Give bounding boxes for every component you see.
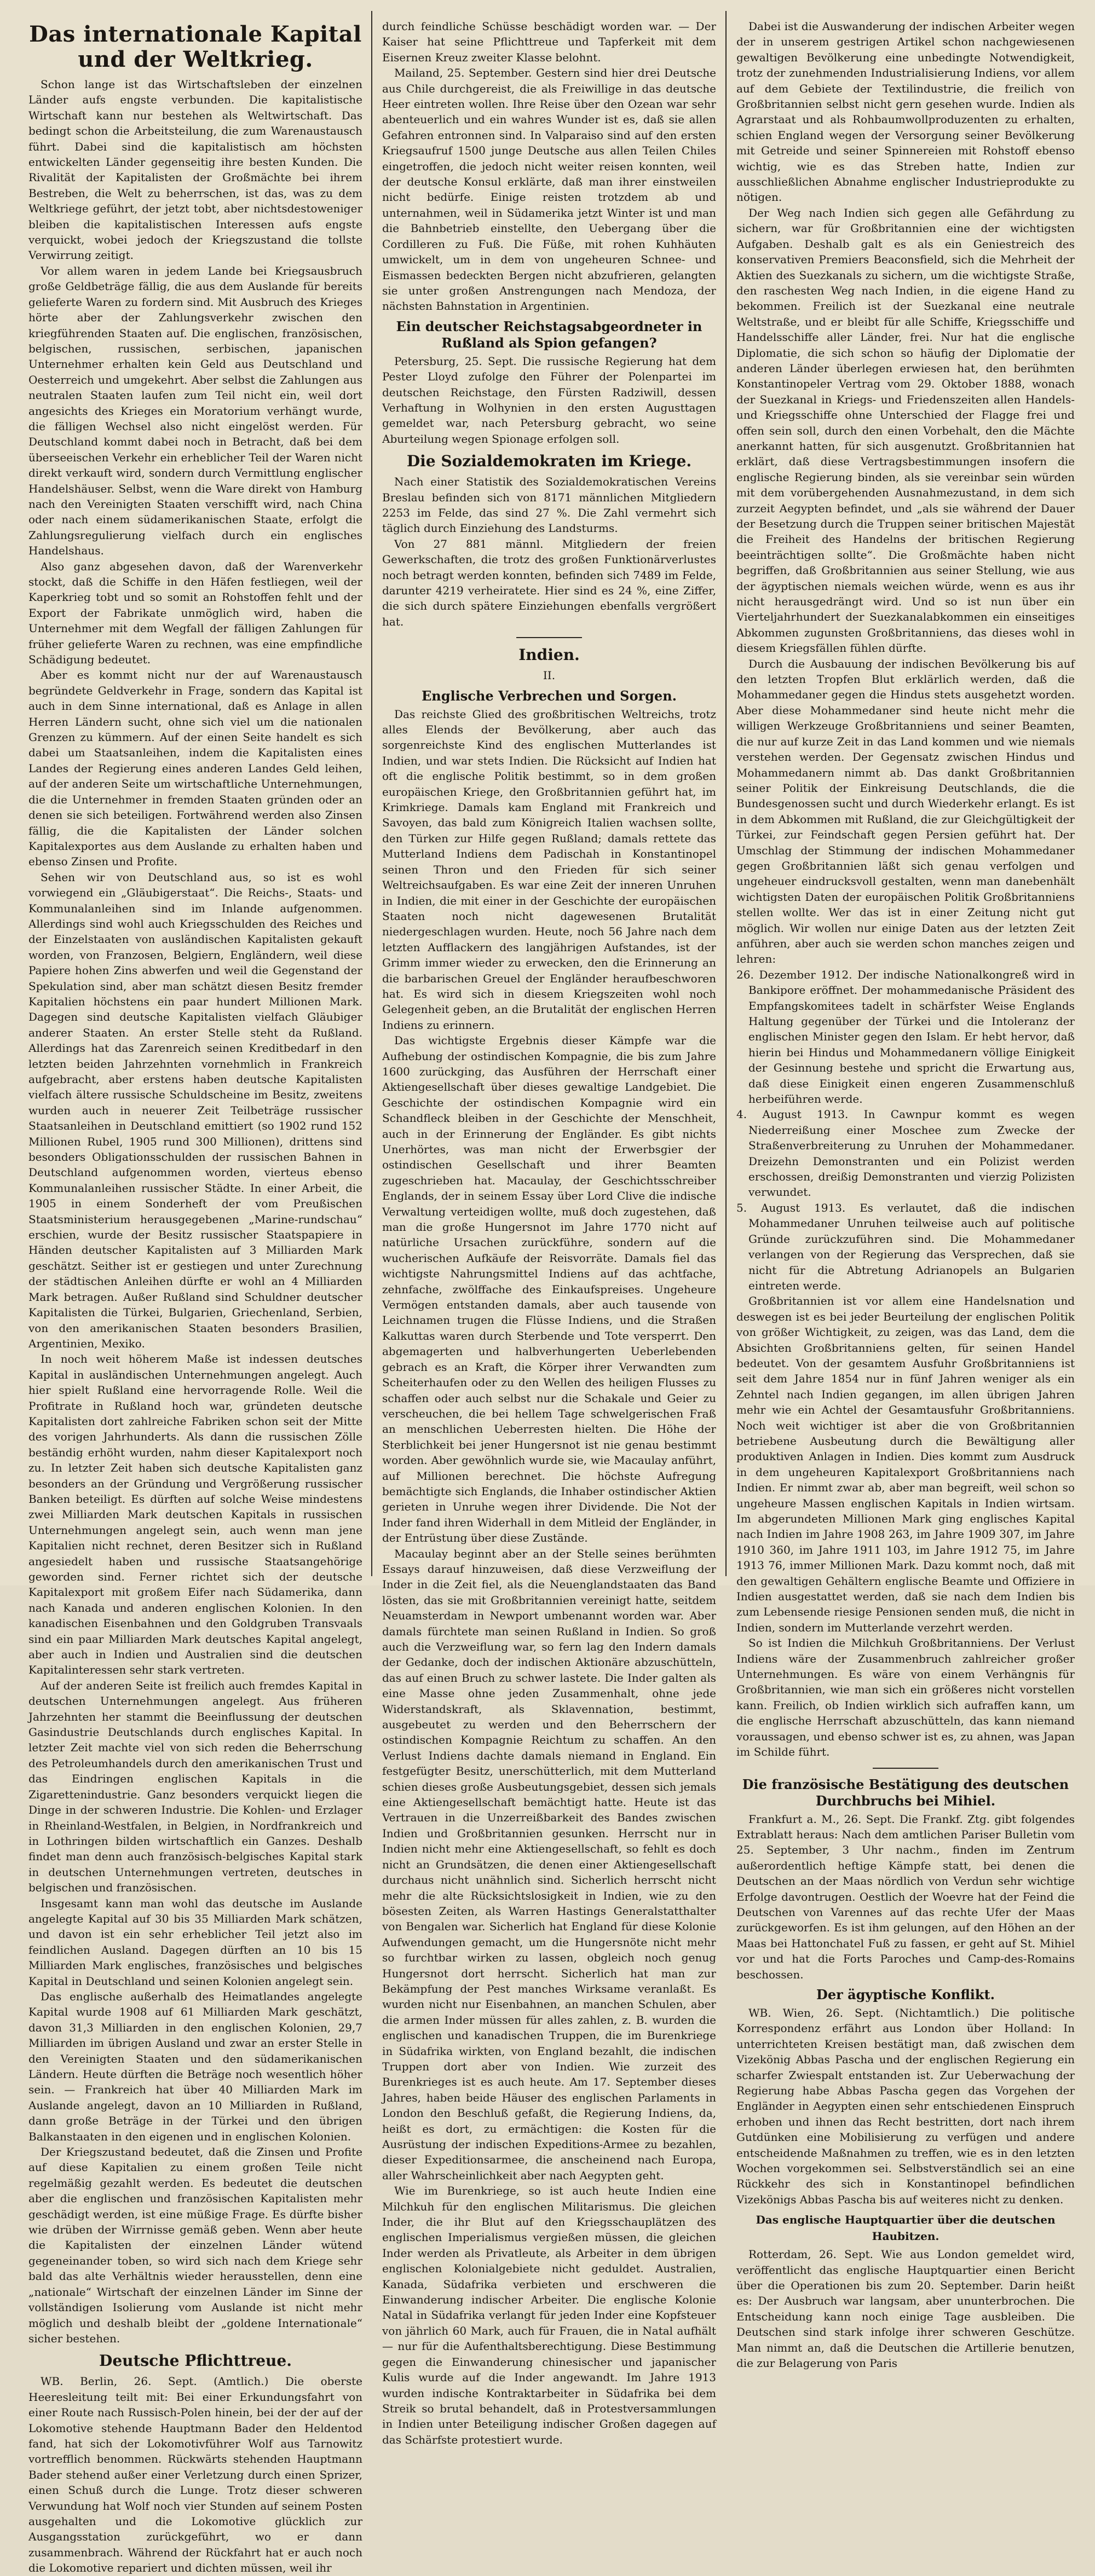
section-divider xyxy=(516,637,582,638)
article-paragraph: Großbritannien ist vor allem eine Handelsnation und deswegen ist es bei jeder Beurteilung der englischen Politik von größer Wichtigkeit, zu zeigen, was das Land, dem die Absichten Großbritanniens gelten, für seinen Handel bedeutet. Von der gesamtem Ausfuhr Großbritanniens ist seit dem Jahre 1854 nur in fünf Jahren weniger als ein Zehntel nach Indien gegangen, im allen übrigen Jahren mehr wie ein Achtel der Gesamtausfuhr Großbritanniens. Noch weit wichtiger ist aber die von Großbritannien betriebene Ausbeutung durch die Bewältigung aller produktiven Anlagen in Indien. Dies kommt zum Ausdruck in dem ungeheuren Kapitalexport Großbritanniens nach Indien. Er nimmt zwar ab, aber man begreift, weil schon so ungeheure Massen englischen Kapitals in Indien wirtsam. Im abgerundeten Millionen Mark ging englisches Kapital nach Indien im Jahre 1908 263, im Jahre 1909 307, im Jahre 1910 360, im Jahre 1911 103, im Jahre 1912 75, im Jahre 1913 76, immer Millionen Mark. Dazu kommt noch, daß mit den gewaltigen Gehältern englische Beamte und Offiziere in Indien ausgestattet werden, daß sie nach dem Indien bis zum Lebensende riesige Pensionen senden muß, die nicht in Indien, sondern im Mutterlande verzehrt werden. xyxy=(736,1294,1075,1634)
article-subheadline: Englische Verbrechen und Sorgen. xyxy=(422,687,677,704)
article-headline: Deutsche Pflichttreue. xyxy=(99,2352,292,2370)
article-paragraph: In noch weit höherem Maße ist indessen deutsches Kapital in ausländischen Unternehmungen angelegt. Auch hier spielt Rußland eine hervorragende Rolle. Weil die Profitrate in Rußland hoch war, gründeten deutsche Kapitalisten dort zahlreiche Fabriken schon seit der Mitte des vorigen Jahrhunderts. Als dann die russischen Zölle beständig erhöht wurden, nahm dieser Kapitalexport noch zu. In letzter Zeit haben sich deutsche Kapitalisten ganz besonders an der Gründung und Vergrößerung russischer Banken beteiligt. Es dürften auf solche Weise mindestens zwei Milliarden Mark deutschen Kapitals in russischen Unternehmungen angelegt sein, auch wenn man jene Kapitalien nicht rechnet, deren Besitzer sich in Rußland angesiedelt haben und russische Staatsangehörige geworden sind. Ferner richtet sich der deutsche Kapitalexport mit großem Eifer nach Südamerika, dann nach Kanada und anderen englischen Kolonien. In den kanadischen Eisenbahnen und den Goldgruben Transvaals sind ein paar Milliarden Mark deutsches Kapital angelegt, aber auch in Indien und Australien sind die deutschen Kapitalinteressen sehr stark vertreten. xyxy=(28,1352,362,1677)
dated-entry: 5. August 1913. Es verlautet, daß die indischen Mohammedaner Unruhen teilweise auch auf politische Gründe zurückzuführen sind. Die Mohammedaner verlangen von der Regierung das Versprechen, daß sie nicht für die Abtretung Adrianopels an Bulgarien eintreten werde. xyxy=(736,1201,1075,1292)
article-paragraph: Schon lange ist das Wirtschaftsleben der einzelnen Länder aufs engste verbunden. Die kapitalistische Wirtschaft kann nur bestehen als Weltwirtschaft. Das bedingt schon die Arbeitsteilung, die zum Warenaustausch führt. Dabei sind die kapitalistisch am höchsten entwickelten Länder gegenseitig ihre besten Kunden. Die Rivalität der Kapitalisten der Großmächte bei ihrem Bestreben, die Welt zu beherrschen, ist das, was zu dem Weltkriege geführt, der jetzt tobt, aber nichtsdestoweniger bleiben die kapitalistischen Interessen aufs engste verquickt, wobei jedoch der Kriegszustand die tollste Verwirrung zeitigt. xyxy=(28,78,362,262)
article-paragraph: Rotterdam, 26. Sept. Wie aus London gemeldet wird, veröffentlicht das englische Hauptquartier einen Bericht über die Operationen bis zum 20. September. Darin heißt es: Der Ausbruch war langsam, aber ununterbrochen. Die Entscheidung kann noch einige Tage ausbleiben. Die Deutschen sind stark infolge ihrer schweren Geschütze. Man nimmt an, daß die Deutschen die Artillerie benutzen, die zur Belagerung von Paris xyxy=(736,2248,1075,2370)
article-paragraph: Also ganz abgesehen davon, daß der Warenverkehr stockt, daß die Schiffe in den Häfen festliegen, weil der Kaperkrieg tobt und so somit an Rohstoffen fehlt und der Export der Fabrikate unmöglich wird, haben die Unternehmer mit dem Wegfall der fälligen Zahlungen für früher gelieferte Waren zu rechnen, was eine empfindliche Schädigung bedeutet. xyxy=(28,559,362,667)
article-paragraph: Durch die Ausbauung der indischen Bevölkerung bis auf den letzten Tropfen Blut erklärlich werden, daß die Mohammedaner gegen die Hindus stets ausgehetzt worden. Aber diese Mohammedaner sind heute nicht mehr die willigen Werkzeuge Großbritanniens und seiner Beamten, die nur auf kurze Zeit in das Land kommen und wie niemals verstehen werden. Der Gegensatz zwischen Hindus und Mohammedanern nimmt ab. Das dankt Großbritannien seiner Politik der Einkreisung Deutschlands, die die Bundesgenossen sucht und durch Wiederkehr erlangt. Es ist in dem Abkommen mit Rußland, die zur Gleichgültigkeit der Türkei, zur Feindschaft gegen Persien geführt hat. Der Umschlag der Stimmung der indischen Mohammedaner gegen Großbritannien läßt sich genau verfolgen und ungeheuer eindrucksvoll gestalten, wenn man danebenhält wichtigsten Daten der europäischen Politik Großbritanniens stellen wollte. Wer das ist in einer Zeitung nicht gut möglich. Wir wollen nur einige Daten aus der letzten Zeit anführen, aber auch sie werden schon manches zeigen und lehren: xyxy=(736,657,1075,966)
article-paragraph: WB. Berlin, 26. Sept. (Amtlich.) Die oberste Heeresleitung teilt mit: Bei einer Erkundungsfahrt von einer Route nach Russisch-Polen hinein, bei der der auf der Lokomotive stehende Hauptmann Bader den Heldentod fand, hat sich der Lokomotivführer Wolf aus Tarnowitz vortrefflich benommen. Rückwärts stehenden Hauptmann Bader stehend außer einer Verletzung durch einen Sprizer, einen Schuß durch die Lunge. Trotz dieser schweren Verwundung hat Wolf noch vier Stunden auf seinem Posten ausgehalten und die Lokomotive glücklich zur Ausgangsstation zurückgeführt, wo er dann zusammenbrach. Während der Rückfahrt hat er auch noch die Lokomotive repariert und dichten müssen, weil ihr xyxy=(28,2375,362,2575)
article-paragraph: Vor allem waren in jedem Lande bei Kriegsausbruch große Geldbeträge fällig, die aus dem Auslande für bereits gelieferte Waren zu fordern sind. Mit Ausbruch des Krieges hörte aber der Zahlungsverkehr zwischen den kriegführenden Staaten auf. Die englischen, französischen, belgischen, russischen, serbischen, japanischen Unternehmer erhalten kein Geld aus Deutschland und Oesterreich und umgekehrt. Aber selbst die Zahlungen aus neutralen Staaten laufen zum Teil nicht ein, weil dort angesichts des Krieges ein Moratorium verhängt wurde, die fälligen Wechsel also nicht eingelöst werden. Für Deutschland kommt dabei noch in Betracht, daß bei dem überseeischen Verkehr ein erheblicher Teil der Waren nicht direkt verkauft wird, sondern durch Vermittlung englischer Handelshäuser. Selbst, wenn die Ware direkt von Hamburg nach den Vereinigten Staaten verschifft wird, nach China oder nach einem südamerikanischen Staate, erfolgt die Zahlungsregulierung vielfach durch ein englisches Handelshaus. xyxy=(28,264,362,558)
dated-entry: 26. Dezember 1912. Der indische Nationalkongreß wird in Bankipore eröffnet. Der mohammedanische Präsident des Empfangskomitees tadelt in schärfster Weise Englands Haltung gegenüber der Türkei und die Intoleranz der englischen Minister gegen den Islam. Er hebt hervor, daß hierin bei Hindus und Mohammedanern völlige Einigkeit der Gesinnung bestehe und spricht die Erwartung aus, daß diese Einigkeit einen engeren Zusammenschluß herbeiführen werde. xyxy=(736,968,1075,1106)
article-headline: Das internationale Kapital und der Weltkrieg. xyxy=(29,21,362,72)
article-paragraph: Insgesamt kann man wohl das deutsche im Auslande angelegte Kapital auf 30 bis 35 Milliarden Mark schätzen, und davon ist ein sehr erheblicher Teil jetzt also im feindlichen Ausland. Dagegen dürften an 10 bis 15 Milliarden Mark englisches, französisches und belgisches Kapital in Deutschland und seinen Kolonien angelegt sein. xyxy=(28,1896,362,1988)
article-paragraph: Das reichste Glied des großbritischen Weltreichs, trotz alles Elends der Bevölkerung, aber auch das sorgenreichste Kind des englischen Mutterlandes ist Indien, und war stets Indien. Die Rücksicht auf Indien hat oft die englische Politik bestimmt, so in dem großen europäischen Kriege, den Großbritannien geführt hat, im Krimkriege. Damals kam England mit Frankreich und Savoyen, das bald zum Königreich Italien wachsen sollte, den Türken zur Hilfe gegen Rußland; damals rettete das Mutterland Indiens dem Padischah in Konstantinopel seinen Thron und den Frieden für sich seiner Weltreichsaufgaben. Es war eine Zeit der inneren Unruhen in Indien, die mit einer in der Geschichte der europäischen Staaten noch nicht dagewesenen Brutalität niedergeschlagen wurden. Heute, noch 56 Jahre nach dem letzten Aufflackern des langjährigen Aufstandes, ist der Grimm immer wieder zu erwecken, den die Erinnerung an die barbarischen Greuel der Engländer heraufbeschworen hat. Es wird sich in diesem Kriegszeiten wohl noch Gelegenheit geben, an die Brutalität der englischen Herren Indiens zu erinnern. xyxy=(382,707,716,1032)
article-headline: Der ägyptische Konflikt. xyxy=(816,1986,995,2002)
column-2 xyxy=(382,19,716,2446)
column-rule xyxy=(371,11,372,1576)
section-divider xyxy=(873,1768,938,1769)
article-headline: Indien. xyxy=(518,646,580,664)
article-paragraph: Das wichtigste Ergebnis dieser Kämpfe war die Aufhebung der ostindischen Kompagnie, die bis zum Jahre 1600 zurückging, das Ausführen der Herrschaft einer Aktiengesellschaft über dieses gewaltige Landgebiet. Die Geschichte der ostindischen Kompagnie wird ein Schandfleck bleiben in der Geschichte der Menschheit, auch in der Erinnerung der Engländer. Es gibt nichts Unerhörtes, was man nicht der Erwerbsgier der ostindischen Gesellschaft und ihrer Beamten zugeschrieben hat. Macaulay, der Geschichtsschreiber Englands, der in seinem Essay über Lord Clive die indische Verwaltung verteidigen wollte, muß doch zugestehen, daß man die große Hungersnot im Jahre 1770 nicht auf natürliche Ursachen zurückführe, sondern auf die wucherischen Aufkäufe der Reisvorräte. Damals fiel das wichtigste Nahrungsmittel Indiens auf das achtfache, zehnfache, zwölffache des Einkaufspreises. Ungeheure Vermögen entstanden damals, aber auch tausende von Leichnamen trugen die Flüsse Indiens, und die Straßen Kalkuttas waren durch Sterbende und Tote versperrt. Den abgemagerten und halbverhungerten Ueberlebenden gebrach es an Kraft, die Körper ihrer Verwandten zum Scheiterhaufen oder zu den Wellen des heiligen Flusses zu schaffen oder auch selbst nur die Schakale und Geier zu verscheuchen, die bei hellem Tage schwelgerischen Fraß an menschlichen Ueberresten hielten. Die Höhe der Sterblichkeit bei jener Hungersnot ist nie genau bestimmt worden. Aber gewöhnlich wurde sie, wie Macaulay anführt, auf Millionen berechnet. Die höchste Aufregung bemächtigte sich Englands, die Inhaber ostindischer Aktien gerieten in Unruhe wegen ihrer Dividende. Die Not der Inder fand ihren Widerhall in dem Mitleid der Engländer, in der Entrüstung über diese Zustände. xyxy=(382,1034,716,1545)
column-3 xyxy=(736,19,1075,2370)
article-headline: Die französische Bestätigung des deutschen Durchbruchs bei Mihiel. xyxy=(742,1776,1069,1809)
article-paragraph: Dabei ist die Auswanderung der indischen Arbeiter wegen der in unserem gestrigen Artikel schon nachgewiesenen gewaltigen Bevölkerung eine unbedingte Notwendigkeit, trotz der zunehmenden Industrialisierung Indiens, vor allem auf dem Gebiete der Textilindustrie, die freilich von Großbritannien selbst nicht gern gesehen wurde. Indien als Agrarstaat und als Rohbaumwollproduzenten zu erhalten, schien England wegen der Versorgung seiner Bevölkerung mit Getreide und seiner Spinnereien mit Rohstoff ebenso wichtig, wie es das Streben hatte, Indien zur ausschließlichen Abnahme englischer Industrieprodukte zu nötigen. xyxy=(736,20,1075,204)
part-number: II. xyxy=(543,669,556,682)
article-paragraph: Macaulay beginnt aber an der Stelle seines berühmten Essays darauf hinzuweisen, daß diese Verzweiflung der Inder in die Zeit fiel, als die Neuenglandstaaten das Band lösten, das sie mit Großbritannien vereinigt hatte, seitdem Neuamsterdam in Newport umbenannt worden war. Aber damals fürchtete man seinen Rußland in Indien. So groß auch die Verzweiflung war, so fern lag den Indern damals der Gedanke, doch der indischen Aktionäre abzuschütteln, das auf einen Bruch zu schwer lastete. Die Inder galten als eine Masse ohne jeden Zusammenhalt, ohne jede Widerstandskraft, als Sklavennation, bestimmt, ausgebeutet zu werden und den Beherrschern der ostindischen Kompagnie Reichtum zu schaffen. An den Verlust Indiens dachte damals niemand in England. Ein festgefügter Besitz, unerschütterlich, mit dem Mutterland schien dieses große Ausbeutungsgebiet, dessen sich jemals eine Aktiengesellschaft bemächtigt hatte. Heute ist das Vertrauen in die Unzerreißbarkeit des Bandes zwischen Indien und Großbritannien gesunken. Herrscht nur in Indien nicht mehr eine Aktiengesellschaft, so fehlt es doch nicht an Grundsätzen, die denen einer Aktiengesellschaft durchaus nicht unähnlich sind. Sicherlich herrscht nicht mehr die alte Rücksichtslosigkeit in Indien, wie zu den bösesten Zeiten, als Warren Hastings Generalstatthalter von Bengalen war. Sicherlich hat England für diese Kolonie Aufwendungen gemacht, um die Hungersnöte nicht mehr so furchtbar wirken zu lassen, obgleich noch genug Hungersnot dort herrscht. Sicherlich hat man zur Bekämpfung der Pest manches Wirksame veranlaßt. Es wurden nicht nur Eisenbahnen, an manchen Schulen, aber die armen Inder müssen für alles zahlen, z. B. wurden die englischen und kanadischen Truppen, die im Burenkriege in Südafrika wirkten, von England bezahlt, die indischen Truppen dort aber von Indien. Wie zurzeit des Burenkrieges ist es auch heute. Am 17. September dieses Jahres, haben beide Häuser des englischen Parlaments in London den Beschluß gefaßt, die Regierung Indiens, da, heißt es dort, zu ermächtigen: die Kosten für die Ausrüstung der indischen Expeditions-Armee zu bezahlen, dieser Expeditionsarmee, die anscheinend nach Europa, aller Wahrscheinlichkeit aber nach Aegypten geht. xyxy=(382,1547,716,2182)
article-paragraph: Mailand, 25. September. Gestern sind hier drei Deutsche aus Chile durchgereist, die als Freiwillige in das deutsche Heer eintreten wollen. Ihre Reise über den Ozean war sehr abenteuerlich und ein wahres Wunder ist es, daß sie allen Gefahren entronnen sind. In Valparaiso sind auf den ersten Kriegsaufruf 1500 junge Deutsche aus allen Teilen Chiles eingetroffen, die jedoch nicht weiter reisen konnten, weil der deutsche Konsul erklärte, daß man ihrer einstweilen nicht bedürfe. Einige reisten trotzdem ab und unternahmen, weil in Südamerika jetzt Winter ist und man die Bahnbetrieb einstellte, den Uebergang über die Cordilleren zu Fuß. Die Füße, mit rohen Kuhhäuten umwickelt, um in dem von ungeheuren Schnee- und Eismassen bedeckten Bergen nicht abzufrieren, gelangten sie unter großen Anstrengungen nach Mendoza, der nächsten Bahnstation in Argentinien. xyxy=(382,66,716,313)
article-paragraph: WB. Wien, 26. Sept. (Nichtamtlich.) Die politische Korrespondenz erfährt aus London über Holland: In unterrichteten Kreisen bestätigt man, daß zwischen dem Vizekönig Abbas Pascha und der englischen Regierung ein scharfer Zwiespalt entstanden ist. Zur Ueberwachung der Regierung habe Abbas Pascha gegen das Vorgehen der Engländer in Aegypten einen sehr entschiedenen Einspruch erhoben und ihnen das Recht bestritten, dort nach ihrem Gutdünken eine Mobilisierung zu verfügen und andere entscheidende Maßnahmen zu treffen, wie es in den letzten Wochen vorgekommen sei. Selbstverständlich sei an eine Rückkehr des sich in Konstantinopel befindlichen Vizekönigs Abbas Pascha bis auf weiteres nicht zu denken. xyxy=(736,2006,1075,2206)
article-paragraph: Frankfurt a. M., 26. Sept. Die Frankf. Ztg. gibt folgendes Extrablatt heraus: Nach dem amtlichen Pariser Bulletin vom 25. September, 3 Uhr nachm., finden im Zentrum außerordentlich heftige Kämpfe statt, bei denen die Deutschen an der Maas nördlich von Verdun sehr wichtige Erfolge davontrugen. Oestlich der Woevre hat der Feind die Deutschen von Varennes auf das rechte Ufer der Maas zurückgeworfen. Es ist ihm gelungen, auf den Höhen an der Maas bei Hattonchatel Fuß zu fassen, er geht auf St. Mihiel vor und hat die Forts Paroches und Camp-des-Romains beschossen. xyxy=(736,1812,1075,1981)
article-paragraph: Auf der anderen Seite ist freilich auch fremdes Kapital in deutschen Unternehmungen angelegt. Aus früheren Jahrzehnten her stammt die Beeinflussung der deutschen Gasindustrie Deutschlands durch englisches Kapital. In letzter Zeit machte viel von sich reden die Beherrschung des Petroleumhandels durch den amerikanischen Trust und das Eindringen englischen Kapitals in die Zigarettenindustrie. Ganz besonders verquickt liegen die Dinge in der schweren Industrie. Die Kohlen- und Erzlager in Rheinland-Westfalen, in Belgien, in Nordfrankreich und in Lothringen bilden wirtschaftlich ein Ganzes. Deshalb findet man denn auch französisch-belgisches Kapital stark in deutschen Unternehmungen vertreten, deutsches in belgischen und französischen. xyxy=(28,1678,362,1895)
article-paragraph: Sehen wir von Deutschland aus, so ist es wohl vorwiegend ein „Gläubigerstaat“. Die Reichs-, Staats- und Kommunalanleihen sind im Inlande aufgenommen. Allerdings sind wohl auch Kriegsschulden des Reiches und der Einzelstaaten von ausländischen Kapitalisten gekauft worden, von Franzosen, Belgiern, Engländern, weil diese Papiere hohen Zins abwerfen und weil die Gegenstand der Spekulation sind, aber man schätzt diesen Besitz fremder Kapitalien höchstens ein paar hundert Millionen Mark. Dagegen sind deutsche Kapitalisten vielfach Gläubiger anderer Staaten. An erster Stelle steht da Rußland. Allerdings hat das Zarenreich seinen Kreditbedarf in den letzten beiden Jahrzehnten vornehmlich in Frankreich aufgebracht, aber erstens haben deutsche Kapitalisten vielfach ältere russische Schuldscheine im Besitz, zweitens wurden auch in neuerer Zeit Teilbeträge russischer Staatsanleihen in Deutschland emittiert (so 1902 rund 152 Millionen Rubel, 1905 rund 300 Millionen), drittens sind besonders Obligationsschulden der russischen Bahnen in Deutschland aufgenommen worden, vierteus ebenso Kommunalanleihen russischer Städte. In einer Arbeit, die 1905 in einem Sonderheft der vom Preußischen Staatsministerium herausgegebenen „Marine-rundschau“ erschien, wurde der Besitz russischer Staatspapiere in Händen deutscher Kapitalisten auf 3 Milliarden Mark geschätzt. Seither ist er gestiegen und unter Zurechnung der städtischen Anleihen dürfte er wohl an 4 Milliarden Mark betragen. Außer Rußland sind Schuldner deutscher Kapitalisten die Türkei, Bulgarien, Griechenland, Serbien, von den amerikanischen Staaten besonders Brasilien, Argentinien, Mexiko. xyxy=(28,870,362,1350)
article-paragraph: Nach einer Statistik des Sozialdemokratischen Vereins Breslau befinden sich von 8171 männlichen Mitgliedern 2253 im Felde, das sind 27 %. Die Zahl vermehrt sich täglich durch Einziehung des Landsturms. xyxy=(382,475,716,535)
article-paragraph: So ist Indien die Milchkuh Großbritanniens. Der Verlust Indiens wäre der Zusammenbruch zahlreicher großer Unternehmungen. Es wäre von einem Verhängnis für Großbritannien, wie man sich ein größeres nicht vorstellen kann. Freilich, ob Indien wirklich sich aufraffen kann, um die englische Herrschaft abzuschütteln, das kann niemand voraussagen, und ebenso schwer ist es, zu ahnen, was Japan im Schilde führt. xyxy=(736,1636,1075,1759)
article-paragraph: durch feindliche Schüsse beschädigt worden war. — Der Kaiser hat seine Pflichttreue und Tapferkeit mit dem Eisernen Kreuz zweiter Klasse belohnt. xyxy=(382,20,716,64)
article-paragraph: Wie im Burenkriege, so ist auch heute Indien eine Milchkuh für den englischen Militarismus. Die gleichen Inder, die ihr Blut auf den Kriegsschauplätzen des englischen Imperialismus vergießen müssen, die gleichen Inder werden als Privatleute, als Arbeiter in dem übrigen englischen Kolonialgebiete nicht geduldet. Australien, Kanada, Südafrika verbieten und erschweren die Einwanderung indischer Arbeiter. Die englische Kolonie Natal in Südafrika verlangt für jeden Inder eine Kopfsteuer von jährlich 60 Mark, auch für Frauen, die in Natal aufhält — nur für die Aufenthaltsberechtigung. Diese Bestimmung gegen die Einwanderung chinesischer und japanischer Kulis wurde auf die Inder angewandt. Im Jahre 1913 wurden indische Kontraktarbeiter in Südafrika bei dem Streik so brutal behandelt, daß in Protestversammlungen in Indien unter Beteiligung indischer Großen dagegen auf das Schärfste protestiert wurde. xyxy=(382,2184,716,2446)
column-1 xyxy=(28,19,362,2575)
article-paragraph: Das englische außerhalb des Heimatlandes angelegte Kapital wurde 1908 auf 61 Milliarden Mark geschätzt, davon 31,3 Milliarden in den englischen Kolonien, 29,7 Milliarden im übrigen Ausland und zwar an erster Stelle in den Vereinigten Staaten und den südamerikanischen Ländern. Heute dürften die Beträge noch wesentlich höher sein. — Frankreich hat über 40 Milliarden Mark im Auslande angelegt, davon an 10 Milliarden in Rußland, dann große Beträge in der Türkei und den übrigen Balkanstaaten in den eigenen und in englischen Kolonien. xyxy=(28,1989,362,2143)
column-rule xyxy=(725,11,727,1576)
article-paragraph: Aber es kommt nicht nur der auf Warenaustausch begründete Geldverkehr in Frage, sondern das Kapital ist auch in dem Sinne international, daß es Anlage in allen Herren Ländern sucht, ohne sich viel um die nationalen Grenzen zu kümmern. Auf der einen Seite handelt es sich dabei um Staatsanleihen, indem die Kapitalisten eines Landes der Regierung eines anderen Landes Geld leihen, auf der anderen Seite um wirtschaftliche Unternehmungen, die die Unternehmer in fremden Staaten gründen oder an denen sie sich beteiligen. Fortwährend werden also Zinsen fällig, die die Kapitalisten der Länder solchen Kapitalexportes aus dem Auslande zu erhalten haben und ebenso Zinsen und Profite. xyxy=(28,668,362,869)
article-paragraph: Der Kriegszustand bedeutet, daß die Zinsen und Profite auf diese Kapitalien zu einem großen Teile nicht regelmäßig gezahlt werden. Es bedeutet die deutschen aber die englischen und französischen Kapitalisten mehr geschädigt werden, ist eine müßige Frage. Es dürfte bisher wie drüben der Wirrnisse gemäß geben. Wenn aber heute die Kapitalisten der einzelnen Länder wütend gegeneinander toben, so wird sich nach dem Kriege sehr bald das alte Verhältnis wieder herausstellen, denn eine „nationale“ Wirtschaft der einzelnen Länder im Sinne der vollständigen Isolierung vom Auslande ist nicht mehr möglich und deshalb bleibt der „goldene Internationale“ sicher bestehen. xyxy=(28,2145,362,2345)
dated-entry: 4. August 1913. In Cawnpur kommt es wegen Niederreißung einer Moschee zum Zwecke der Straßenverbreiterung zu Unruhen der Mohammedaner. Dreizehn Demonstranten und ein Polizist werden erschossen, dreißig Demonstranten und vierzig Polizisten verwundet. xyxy=(736,1108,1075,1199)
article-paragraph: Petersburg, 25. Sept. Die russische Regierung hat dem Pester Lloyd zufolge den Führer der Polenpartei im deutschen Reichstage, den Fürsten Radziwill, dessen Verhaftung in Wolhynien in den ersten Augusttagen gemeldet war, nach Petersburg gebracht, wo seine Aburteilung wegen Spionage erfolgen soll. xyxy=(382,354,716,445)
article-headline: Die Sozialdemokraten im Kriege. xyxy=(406,452,692,471)
article-paragraph: Von 27 881 männl. Mitgliedern der freien Gewerkschaften, die trotz des großen Funktionärverlustes noch betragt werden konnten, befinden sich 7489 im Felde, darunter 4219 verheiratete. Hier sind es 24 %, eine Ziffer, die sich durch spätere Einziehungen ebenfalls vergrößert hat. xyxy=(382,537,716,628)
article-headline: Ein deutscher Reichstagsabgeordneter in Rußland als Spion gefangen? xyxy=(396,318,702,351)
article-headline: Das englische Hauptquartier über die deutschen Haubitzen. xyxy=(756,2213,1056,2243)
article-paragraph: Der Weg nach Indien sich gegen alle Gefährdung zu sichern, war für Großbritannien eine der wichtigsten Aufgaben. Deshalb galt es als ein Geniestreich des konservativen Premiers Beaconsfield, sich die Mehrheit der Aktien des Suezkanals zu sichern, um die wichtigste Straße, den raschesten Weg nach Indien, in die eigene Hand zu bekommen. Freilich ist der Suezkanal eine neutrale Weltstraße, und er bleibt für alle Schiffe, Kriegsschiffe und Handelsschiffe aller Länder, frei. Nur hat die englische Diplomatie, die sich schon so häufig der Diplomatie der anderen Länder überlegen erwiesen hat, den berühmten Konstantinopeler Vertrag vom 29. Oktober 1888, wonach der Suezkanal in Kriegs- und Friedenszeiten allen Handels- und Kriegsschiffe ohne Unterschied der Flagge frei und offen sein soll, durch den einen Vorbehalt, den die Mächte anerkannt hatten, für sich ausgenutzt. Großbritannien hat erklärt, daß diese Vertragsbestimmungen insofern die englische Regierung binden, als sie vereinbar sein würden mit dem vorübergehenden Ausnahmezustand, in dem sich zurzeit Aegypten befindet, und „als sie während der Dauer der Besetzung durch die Truppen seiner britischen Majestät die Freiheit des Handelns der britischen Regierung beeinträchtigen sollte“. Die Großmächte haben nicht begriffen, daß Großbritannien aus seiner Stellung, wie aus der ägyptischen niemals weichen würde, wenn es aus ihr nicht herausgedrängt wird. Und so ist nun über ein Vierteljahrhundert der Suezkanalabkommen ein einseitiges Abkommen zugunsten Großbritanniens, das dieses wohl in diesem Kriegsfällen fühlen dürfte. xyxy=(736,206,1075,655)
